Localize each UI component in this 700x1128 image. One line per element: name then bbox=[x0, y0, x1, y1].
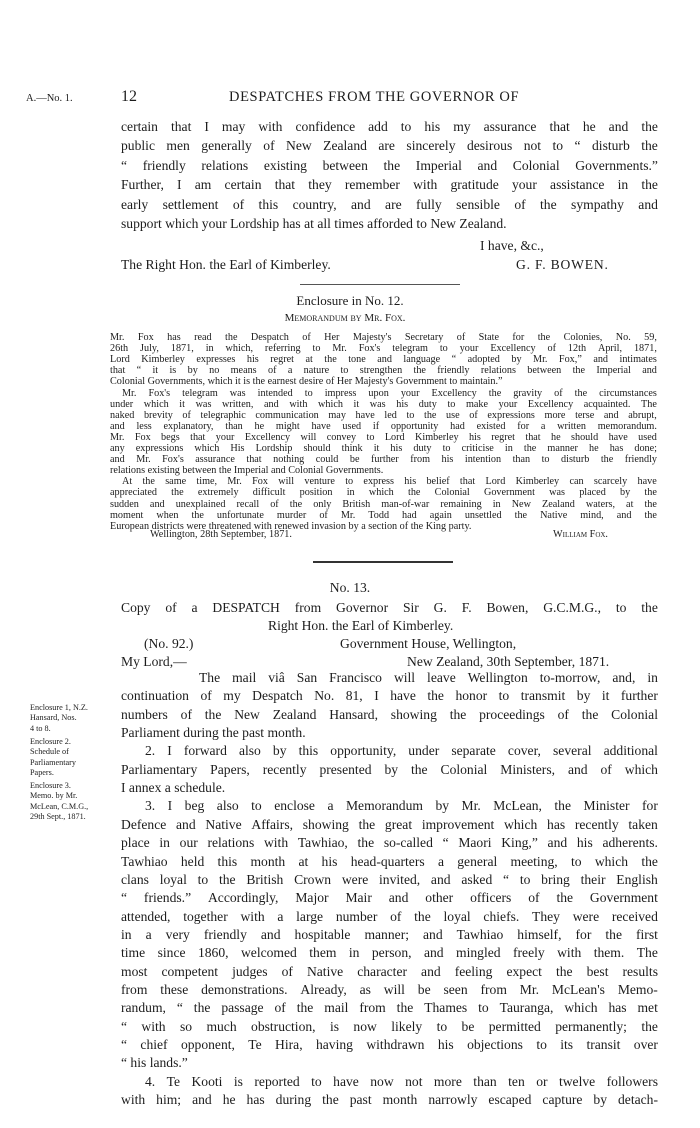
margin-note-line: Enclosure 1, N.Z. bbox=[30, 703, 88, 712]
text-line: and less explanatory, than he might have used if opportunity had existed for a written memorandum. bbox=[110, 420, 657, 432]
text-line: support which your Lordship has at all times afforded to New Zealand. bbox=[121, 216, 507, 231]
closing: I have, &c., bbox=[480, 238, 544, 253]
text-line: Mr. Fox's telegram was intended to impress upon your Excellency the gravity of the circumstances bbox=[122, 387, 657, 399]
text-line: under which it was written, and with which it was his duty to make your Excellency acquainted. The bbox=[110, 398, 657, 410]
margin-note-line: Parliamentary bbox=[30, 757, 76, 767]
text-line: in a very friendly and hospitable manner; and Tawhiao himself, for the first bbox=[121, 926, 658, 942]
despatch-number: No. 13. bbox=[329, 580, 371, 595]
text-line: 2. I forward also by this opportunity, under separate cover, several additional bbox=[145, 743, 658, 759]
text-line: appreciated the extremely difficult position in which the Colonial Government was placed by the bbox=[110, 487, 657, 499]
text-line: naked brevity of telegraphic communication may have led to the use of expressions more terse and abrupt, bbox=[110, 409, 657, 421]
margin-note-line: Papers. bbox=[30, 767, 54, 777]
text-line: any expressions which His Lordship should think it his duty to criticise in the manner he has done; bbox=[110, 443, 657, 454]
signature-bowen: G. F. BOWEN. bbox=[516, 257, 609, 272]
margin-note-enclosure-1 bbox=[30, 703, 88, 734]
text-line: “ friends.” Accordingly, Major Mair and other officers of the Government bbox=[121, 890, 658, 906]
text-line: Mr. Fox begs that your Excellency will convey to Lord Kimberley his regret that he should have used bbox=[110, 431, 657, 443]
margin-note-line: 29th Sept., 1871. bbox=[30, 811, 86, 821]
text-line: sudden and unexplained recall of the only British man-of-war remaining in New Zealand waters, at the bbox=[110, 498, 657, 510]
page-ref: A.—No. 1. bbox=[26, 93, 73, 104]
divider-short bbox=[300, 284, 460, 285]
margin-note-line: McLean, C.M.G., bbox=[30, 801, 89, 811]
signature-fox: William Fox. bbox=[553, 529, 608, 540]
margin-note-line: Memo. by Mr. bbox=[30, 791, 78, 801]
text-line: Defence and Native Affairs, showing the great improvement which has recently taken bbox=[121, 816, 658, 832]
text-line: Parliament during the past month. bbox=[121, 725, 306, 741]
text-line: “ chief opponent, Te Hira, having withdrawn his objections to its transit over bbox=[121, 1037, 658, 1052]
text-line: I annex a schedule. bbox=[121, 780, 226, 796]
text-line: that “ it is by no means of a nature to strengthen the friendly relations between the Imperial and bbox=[110, 365, 657, 377]
text-line: time since 1860, welcomed them in person, and mingled freely with them. The bbox=[121, 945, 658, 961]
text-line: attended, together with a large number of the loyal chiefs. They were received bbox=[121, 908, 658, 924]
page-number: 12 bbox=[121, 88, 137, 105]
margin-note-enclosure-2 bbox=[30, 737, 76, 778]
enclosure-title: Enclosure in No. 12. bbox=[296, 293, 404, 308]
margin-note-enclosure-3 bbox=[30, 781, 88, 822]
text-line: moment when the unfortunate murder of Mr. Todd had again unsettled the Native mind, and the bbox=[110, 509, 657, 521]
text-line: Mr. Fox has read the Despatch of Her Majesty's Secretary of State for the Colonies, No. 59, bbox=[110, 332, 657, 343]
margin-note-line: Hansard, Nos. bbox=[30, 713, 77, 723]
text-line: Further, I am certain that they remember with gratitude your assistance in the bbox=[121, 177, 658, 193]
salutation: My Lord,— bbox=[121, 654, 187, 669]
text-line: 26th July, 1871, in which, referring to Mr. Fox's telegram to your Excellency of 12th April, 1871, bbox=[110, 343, 657, 355]
text-line: and Mr. Fox's assurance that nothing could be further from his intention than to disturb the friendly bbox=[110, 454, 657, 466]
text-line: “ his lands.” bbox=[121, 1055, 188, 1071]
text-line: early settlement of this country, and are fully sensible of the sympathy and bbox=[121, 196, 658, 212]
text-line: clans loyal to the British Crown were invited, and asked “ to bring their English bbox=[121, 871, 658, 887]
address-line-2: New Zealand, 30th September, 1871. bbox=[407, 654, 610, 669]
text-line: place in our relations with Tawhiao, the so-called “ Maori King,” and his adherents. bbox=[121, 835, 658, 851]
text-line: Lord Kimberley expresses his regret at the tone and language “ adopted by Mr. Fox,” and intimates bbox=[110, 354, 657, 366]
text-line: certain that I may with confidence add to his my assurance that he and the bbox=[121, 119, 658, 134]
text-line: “ friendly relations existing between the Imperial and Colonial Governments.” bbox=[121, 157, 658, 173]
page-title: DESPATCHES FROM THE GOVERNOR OF bbox=[229, 89, 520, 105]
divider-heavy bbox=[313, 561, 453, 563]
text-line: public men generally of New Zealand are sincerely desirous not to “ disturb the bbox=[121, 138, 658, 154]
text-line: “ with so much obstruction, is now likely to be permitted permanently; the bbox=[121, 1018, 658, 1034]
text-line: 4. Te Kooti is reported to have now not more than ten or twelve followers bbox=[145, 1073, 658, 1089]
text-line: The mail viâ San Francisco will leave Wellington to-morrow, and, in bbox=[199, 670, 658, 685]
text-line: Tawhiao held this month at his head-quarters a general meeting, to which the bbox=[121, 853, 658, 869]
text-line: with him; and he has during the past month narrowly escaped capture by detach- bbox=[121, 1092, 658, 1108]
text-line: most competent judges of Native character and feeling expect the best results bbox=[121, 963, 658, 979]
enclosure-date: Wellington, 28th September, 1871. bbox=[150, 529, 292, 540]
margin-note-line: Enclosure 2. bbox=[30, 737, 71, 746]
text-line: randum, “ the passage of the mail from the Thames to Tauranga, which has met bbox=[121, 1000, 658, 1016]
despatch-heading-1: Copy of a DESPATCH from Governor Sir G. F. Bowen, G.C.M.G., to the bbox=[121, 600, 658, 615]
text-line: 3. I beg also to enclose a Memorandum by Mr. McLean, the Minister for bbox=[145, 798, 658, 814]
enclosure-subtitle: Memorandum by Mr. Fox. bbox=[284, 312, 406, 324]
text-line: relations existing between the Imperial and Colonial Governments. bbox=[110, 465, 384, 477]
text-line: numbers of the New Zealand Hansard, showing the proceedings of the Colonial bbox=[121, 706, 658, 722]
text-line: from these demonstrations. Already, as will be seen from Mr. McLean's Memo- bbox=[121, 981, 658, 997]
margin-note-line: Schedule of bbox=[30, 747, 69, 757]
text-line: continuation of my Despatch No. 81, I have the honor to transmit by it further bbox=[121, 688, 658, 704]
text-line: Parliamentary Papers, recently presented by the Colonial Ministers, and of which bbox=[121, 761, 658, 777]
text-line: Colonial Governments, which it is the earnest desire of Her Majesty's Government to maintain.” bbox=[110, 376, 503, 388]
text-line: European districts were threatened with renewed invasion by a section of the King party. bbox=[110, 520, 472, 532]
addressee: The Right Hon. the Earl of Kimberley. bbox=[121, 257, 331, 272]
text-line: At the same time, Mr. Fox will venture to express his belief that Lord Kimberley can scarcely have bbox=[122, 476, 657, 488]
margin-note-line: 4 to 8. bbox=[30, 723, 51, 733]
despatch-ref-number: (No. 92.) bbox=[144, 636, 194, 651]
margin-note-line: Enclosure 3. bbox=[30, 781, 71, 790]
address-line-1: Government House, Wellington, bbox=[340, 636, 517, 651]
despatch-heading-2: Right Hon. the Earl of Kimberley. bbox=[268, 618, 454, 633]
